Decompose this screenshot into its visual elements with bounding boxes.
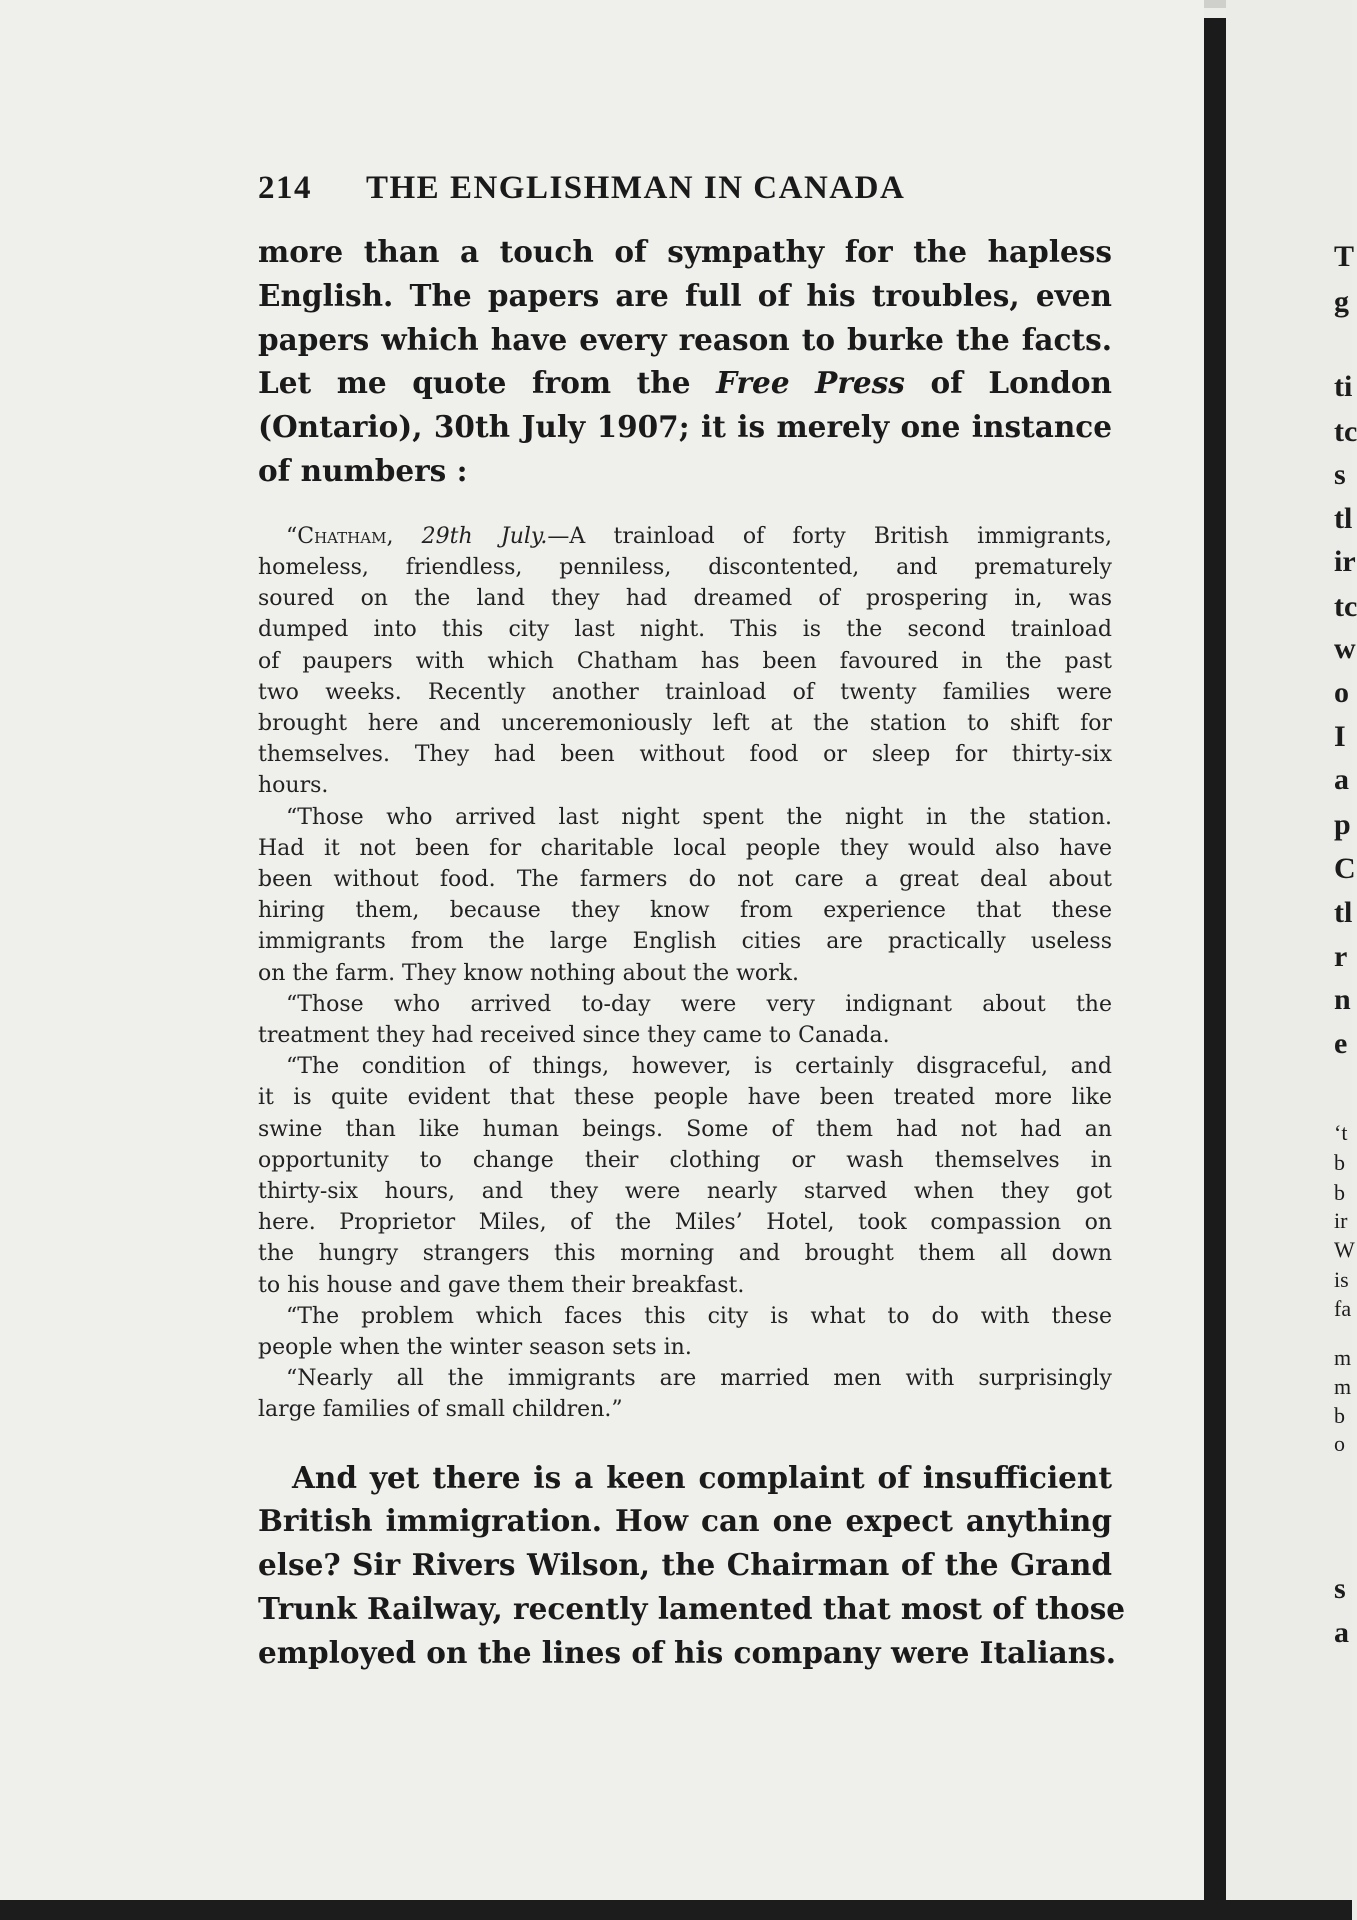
- quote-line-3: soured on the land they had dreamed of prospering in, was: [258, 586, 1112, 612]
- quote-line-11: Had it not been for charitable local people they would also have: [258, 835, 1112, 861]
- quote-line-14: immigrants from the large English cities are practically useless: [258, 929, 1112, 955]
- quote-line-20: swine than like human beings. Some of them had not had an: [258, 1116, 1112, 1142]
- opening-line-4-end: of London: [930, 365, 1112, 401]
- facing-page-fragment: a: [1334, 1616, 1349, 1649]
- quote-line-29: large families of small children.”: [258, 1397, 623, 1423]
- opening-line-1: more than a touch of sympathy for the hapless: [258, 234, 1112, 269]
- facing-page-fragment: is: [1334, 1267, 1349, 1292]
- opening-line-5: (Ontario), 30th July 1907; it is merely one instance: [258, 409, 1112, 445]
- running-title: THE ENGLISHMAN IN CANADA: [366, 170, 906, 206]
- running-head: [258, 170, 1112, 220]
- dateline-place: Chatham,: [297, 523, 394, 549]
- opening-line-3: papers which have every reason to burke the facts.: [258, 321, 1112, 357]
- quote-line-13: hiring them, because they know from experience that these: [258, 898, 1112, 924]
- facing-page-fragment: s: [1334, 458, 1346, 491]
- facing-page-fragment: I: [1334, 720, 1346, 753]
- closing-paragraph: [258, 1456, 1126, 1675]
- facing-page-fragment: n: [1334, 983, 1351, 1016]
- quote-line-21: opportunity to change their clothing or wash themselves in: [258, 1147, 1112, 1173]
- quote-line-19: it is quite evident that these people have been treated more like: [258, 1085, 1112, 1111]
- opening-line-6: of numbers :: [258, 452, 468, 488]
- quote-line-22: thirty-six hours, and they were nearly starved when they got: [258, 1179, 1112, 1205]
- closing-line-4: Trunk Railway, recently lamented that most of those: [258, 1591, 1126, 1627]
- facing-page-fragment: s: [1334, 1572, 1346, 1605]
- facing-page-fragment: tl: [1334, 502, 1353, 535]
- facing-page-fragment: ir: [1334, 1208, 1348, 1233]
- facing-page-fragment: e: [1334, 1027, 1348, 1060]
- quote-line-1: “Chatham, 29th July.—A trainload of forty British immigrants,: [286, 523, 1112, 549]
- quote-line-25: to his house and gave them their breakfast.: [258, 1272, 745, 1298]
- facing-page-fragment: tc: [1334, 590, 1357, 623]
- quote-line-8: themselves. They had been without food or sleep for thirty-six: [258, 742, 1112, 768]
- scan-bottom-edge: [0, 1900, 1352, 1920]
- quote-line-28: “Nearly all the immigrants are married men with surprisingly: [286, 1366, 1112, 1392]
- quote-line-15: on the farm. They know nothing about the work.: [258, 960, 799, 986]
- closing-line-2: British immigration. How can one expect anything: [258, 1503, 1112, 1539]
- quote-line-1-text: —A trainload of forty British immigrants,: [547, 523, 1112, 549]
- facing-page-fragment: m: [1334, 1374, 1352, 1399]
- quote-line-2: homeless, friendless, penniless, discontented, and prematurely: [258, 554, 1112, 580]
- facing-page-fragment: b: [1334, 1403, 1345, 1428]
- facing-page-fragment: C: [1334, 852, 1356, 885]
- quote-line-23: here. Proprietor Miles, of the Miles’ Hotel, took compassion on: [258, 1210, 1112, 1236]
- quote-line-16: “Those who arrived to-day were very indignant about the: [286, 991, 1112, 1017]
- facing-page-fragment: o: [1334, 1431, 1345, 1456]
- quote-line-27: people when the winter season sets in.: [258, 1335, 692, 1361]
- closing-line-1: And yet there is a keen complaint of insufficient: [292, 1459, 1112, 1495]
- closing-line-3: else? Sir Rivers Wilson, the Chairman of the Grand: [258, 1547, 1112, 1583]
- facing-page-fragment: ir: [1334, 545, 1356, 578]
- quotation-block: [258, 521, 1112, 1426]
- facing-page-fragment: fa: [1334, 1296, 1352, 1321]
- opening-paragraph: [258, 230, 1112, 493]
- facing-page-fragment: w: [1334, 632, 1356, 665]
- newspaper-title: Free Press: [716, 365, 905, 401]
- opening-line-4-start: Let me quote from the: [258, 365, 691, 401]
- opening-line-4: [258, 361, 1112, 405]
- quote-line-17: treatment they had received since they came to Canada.: [258, 1023, 890, 1049]
- text-column: [258, 170, 1126, 1675]
- facing-page-fragment: tc: [1334, 415, 1357, 448]
- facing-page-fragment: p: [1334, 808, 1351, 841]
- book-gutter: [1204, 18, 1226, 1920]
- quote-line-5: of paupers with which Chatham has been favoured in the past: [258, 648, 1112, 674]
- facing-page-fragment: W: [1334, 1237, 1355, 1262]
- closing-line-5: employed on the lines of his company were Italians.: [258, 1634, 1117, 1670]
- facing-page-fragment: a: [1334, 763, 1349, 796]
- facing-page-fragment: r: [1334, 940, 1348, 973]
- quote-line-4: dumped into this city last night. This is the second trainload: [258, 617, 1112, 643]
- facing-page-fragment: ‘t: [1334, 1120, 1348, 1145]
- dateline-date: 29th July.: [421, 523, 548, 549]
- quote-line-7: brought here and unceremoniously left at the station to shift for: [258, 711, 1112, 736]
- quote-line-18: “The condition of things, however, is certainly disgraceful, and: [286, 1054, 1112, 1080]
- facing-page-fragment: m: [1334, 1345, 1352, 1370]
- quote-line-9: hours.: [258, 773, 329, 799]
- quote-line-10: “Those who arrived last night spent the night in the station.: [286, 804, 1112, 830]
- opening-line-2: English. The papers are full of his troubles, even: [258, 277, 1112, 313]
- facing-page-fragment: tl: [1334, 896, 1353, 929]
- facing-page-fragment: g: [1334, 285, 1349, 318]
- facing-page-fragment: o: [1334, 676, 1349, 709]
- facing-page-fragment: ti: [1334, 370, 1353, 403]
- facing-page-fragment: b: [1334, 1180, 1345, 1205]
- quote-line-24: the hungry strangers this morning and brought them all down: [258, 1241, 1112, 1267]
- page-number: 214: [258, 170, 312, 206]
- quote-line-26: “The problem which faces this city is what to do with these: [286, 1303, 1112, 1329]
- facing-page-fragment: T: [1334, 240, 1355, 273]
- facing-page-fragment: b: [1334, 1150, 1345, 1175]
- quote-line-6: two weeks. Recently another trainload of twenty families were: [258, 679, 1112, 705]
- quote-line-12: been without food. The farmers do not care a great deal about: [258, 867, 1112, 893]
